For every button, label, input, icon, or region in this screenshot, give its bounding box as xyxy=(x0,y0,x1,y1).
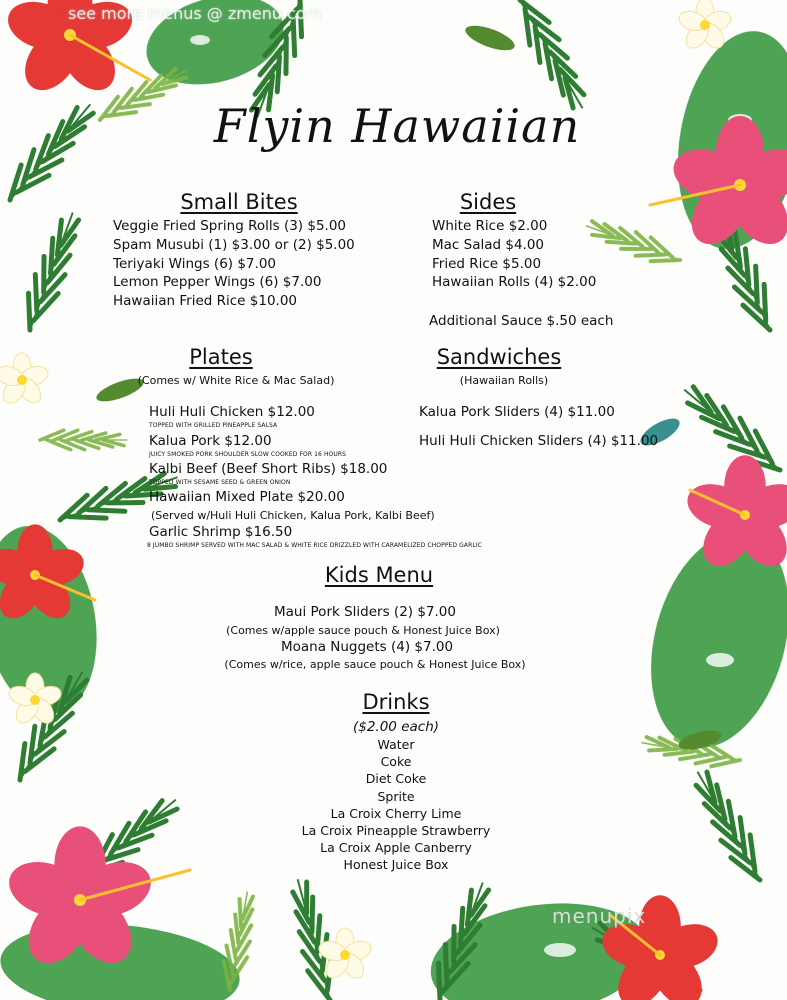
sandwich-item: Huli Huli Chicken Sliders (4) $11.00 xyxy=(419,433,659,449)
sandwich-item: Kalua Pork Sliders (4) $11.00 xyxy=(419,404,615,420)
drink-item: Coke xyxy=(380,754,412,769)
sides-heading: Sides xyxy=(459,190,517,214)
additional-sauce-note: Additional Sauce $.50 each xyxy=(429,313,614,329)
sides-item: Fried Rice $5.00 xyxy=(432,256,542,272)
kids-menu-heading: Kids Menu xyxy=(324,563,434,587)
drinks-heading: Drinks xyxy=(362,690,430,714)
watermark-bottom: menupix xyxy=(552,904,647,928)
plate-item: Hawaiian Mixed Plate $20.00 xyxy=(149,489,345,505)
sides-item: White Rice $2.00 xyxy=(432,218,548,234)
sandwiches-heading: Sandwiches xyxy=(436,345,562,369)
plate-item-description: 8 JUMBO SHRIMP SERVED WITH MAC SALAD & WHITE RICE DRIZZLED WITH CARAMELIZED CHOPPED GARLIC xyxy=(147,542,482,549)
small-bites-item: Veggie Fried Spring Rolls (3) $5.00 xyxy=(113,218,347,234)
plates-subtitle: (Comes w/ White Rice & Mac Salad) xyxy=(137,374,335,387)
sides-item: Mac Salad $4.00 xyxy=(432,237,545,253)
plate-item: Kalbi Beef (Beef Short Ribs) $18.00 xyxy=(149,461,388,477)
plate-item: Kalua Pork $12.00 xyxy=(149,433,272,449)
plate-item-description: TOPPED WITH SESAME SEED & GREEN ONION xyxy=(149,479,291,486)
small-bites-heading: Small Bites xyxy=(180,190,298,214)
small-bites-item: Teriyaki Wings (6) $7.00 xyxy=(113,256,276,272)
drink-item: Sprite xyxy=(377,789,415,804)
plate-item-description: TOPPED WITH GRILLED PINEAPPLE SALSA xyxy=(149,422,278,429)
drinks-price-note: ($2.00 each) xyxy=(352,719,440,735)
plates-heading: Plates xyxy=(189,345,253,369)
kids-menu-item-description: (Comes w/apple sauce pouch & Honest Juice Box) xyxy=(226,624,500,637)
plate-item: Garlic Shrimp $16.50 xyxy=(149,524,293,540)
kids-menu-item: Maui Pork Sliders (2) $7.00 xyxy=(274,604,456,620)
small-bites-item: Spam Musubi (1) $3.00 or (2) $5.00 xyxy=(113,237,355,253)
plate-item-description: JUICY SMOKED PORK SHOULDER SLOW COOKED FOR 16 HOURS xyxy=(149,451,347,458)
sides-item: Hawaiian Rolls (4) $2.00 xyxy=(432,274,597,290)
drink-item: Diet Coke xyxy=(365,771,427,786)
small-bites-item: Hawaiian Fried Rice $10.00 xyxy=(113,293,297,309)
kids-menu-item-description: (Comes w/rice, apple sauce pouch & Honest Juice Box) xyxy=(224,658,526,671)
drink-item: Water xyxy=(377,737,415,752)
watermark-top: see more menus @ zmenu.com xyxy=(68,4,322,23)
drink-item: La Croix Apple Canberry xyxy=(320,840,472,855)
kids-menu-item: Moana Nuggets (4) $7.00 xyxy=(280,639,454,655)
restaurant-title: Flyin Hawaiian xyxy=(213,99,581,153)
plate-item: Huli Huli Chicken $12.00 xyxy=(149,404,315,420)
drink-item: Honest Juice Box xyxy=(343,857,449,872)
drink-item: La Croix Pineapple Strawberry xyxy=(301,823,491,838)
drink-item: La Croix Cherry Lime xyxy=(330,806,462,821)
sandwiches-subtitle: (Hawaiian Rolls) xyxy=(459,374,549,387)
small-bites-item: Lemon Pepper Wings (6) $7.00 xyxy=(113,274,322,290)
plate-item-description: (Served w/Huli Huli Chicken, Kalua Pork, Kalbi Beef) xyxy=(151,509,435,522)
